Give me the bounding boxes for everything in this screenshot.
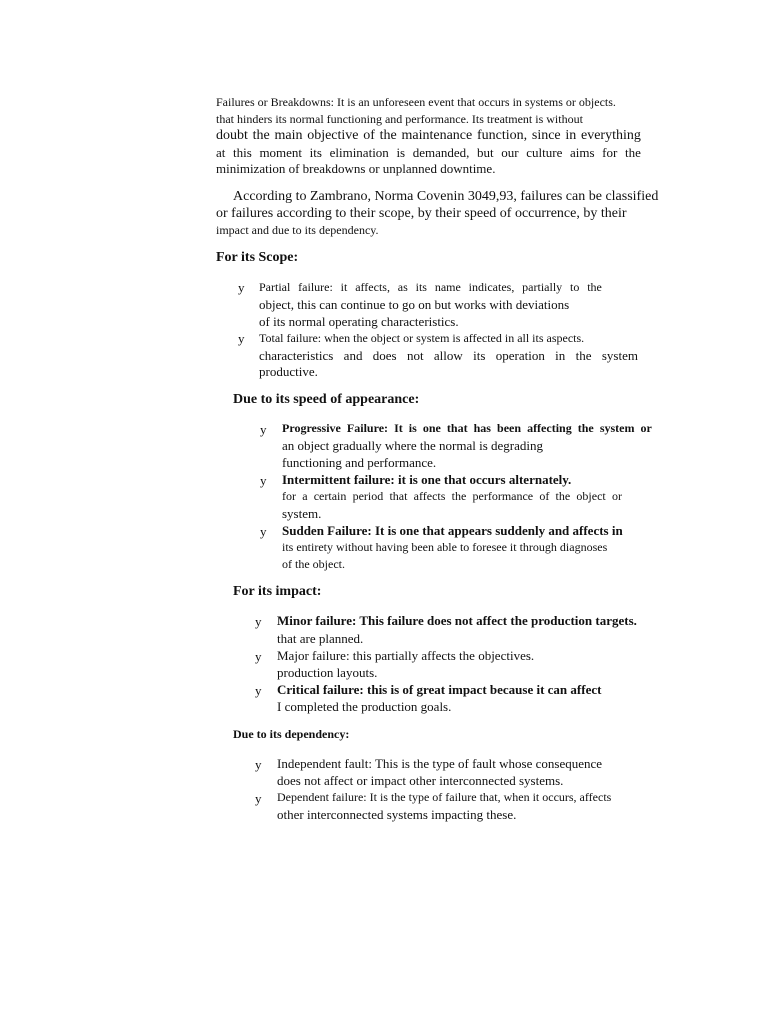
word: the <box>575 348 592 363</box>
word: the <box>624 145 641 160</box>
word: the <box>379 128 397 143</box>
speed-item-3-line-1: Sudden Failure: It is one that appears suddenly and affects in <box>282 523 623 538</box>
word: maintenance <box>401 128 473 143</box>
word: name <box>434 280 461 294</box>
word: doubt <box>216 128 248 143</box>
word: in <box>555 348 566 363</box>
bullet-icon: y <box>255 614 262 629</box>
word: culture <box>526 145 563 160</box>
word: elimination <box>329 145 389 160</box>
speed-item-1-line-1 <box>282 422 652 434</box>
word: Progressive <box>282 421 341 435</box>
word: operation <box>495 348 545 363</box>
word: the <box>451 489 467 503</box>
bullet-icon: y <box>238 331 245 346</box>
word: its <box>473 348 486 363</box>
word: to <box>570 280 580 294</box>
bullet-icon: y <box>255 757 262 772</box>
word: Failure: <box>346 421 389 435</box>
impact-item-2-line-2: production layouts. <box>277 665 378 680</box>
word: not <box>406 348 424 363</box>
word: system <box>599 421 635 435</box>
impact-item-3-line-2: I completed the production goals. <box>277 699 452 714</box>
word: the <box>577 421 594 435</box>
word: aims <box>569 145 595 160</box>
word: main <box>274 128 303 143</box>
word: one <box>422 421 441 435</box>
word: the <box>555 489 571 503</box>
word: or <box>611 489 622 503</box>
dependency-item-2-line-1: Dependent failure: It is the type of failure that, when it occurs, affects <box>277 790 612 804</box>
speed-item-1-line-3: functioning and performance. <box>282 455 437 470</box>
word: its <box>415 280 427 294</box>
dependency-item-1-line-1: Independent fault: This is the type of fault whose consequence <box>277 756 603 771</box>
intro-line-1: Failures or Breakdowns: It is an unforeseen event that occurs in systems or objects. <box>216 95 616 109</box>
word: everything <box>581 128 641 143</box>
word: for <box>602 145 618 160</box>
word: affects, <box>355 280 390 294</box>
scope-heading: For its Scope: <box>216 250 299 265</box>
intro-line-4 <box>216 146 641 159</box>
word: the <box>587 280 602 294</box>
word: system <box>601 348 638 363</box>
word: in <box>565 128 577 143</box>
classification-line-2: or failures according to their scope, by their speed of occurrence, by their <box>216 206 627 221</box>
dependency-item-1-line-2: does not affect or impact other interconnected systems. <box>277 773 564 788</box>
bullet-icon: y <box>260 473 267 488</box>
word: It <box>394 421 403 435</box>
word: indicates, <box>468 280 515 294</box>
dependency-heading: Due to its dependency: <box>233 727 350 741</box>
speed-item-3-line-3: of the object. <box>282 557 345 571</box>
word: characteristics <box>259 348 334 363</box>
word: a <box>302 489 308 503</box>
word: affects <box>413 489 446 503</box>
word: Partial <box>259 280 291 294</box>
word: period <box>352 489 384 503</box>
word: failure: <box>298 280 333 294</box>
classification-line-3: impact and due to its dependency. <box>216 223 379 237</box>
scope-item-2-line-1: Total failure: when the object or system is affected in all its aspects. <box>259 331 585 345</box>
word: or <box>640 421 652 435</box>
word: and <box>343 348 363 363</box>
word: its <box>309 145 322 160</box>
word: our <box>501 145 519 160</box>
intro-line-5: minimization of breakdowns or unplanned downtime. <box>216 161 496 176</box>
dependency-item-2-line-2: other interconnected systems impacting these. <box>277 807 517 822</box>
word: does <box>372 348 397 363</box>
word: it <box>340 280 348 294</box>
word: moment <box>259 145 303 160</box>
word: allow <box>433 348 463 363</box>
speed-heading: Due to its speed of appearance: <box>233 392 420 407</box>
word: has <box>473 421 491 435</box>
speed-item-3-line-2: its entirety without having been able to foresee it through diagnoses <box>282 540 608 554</box>
word: this <box>233 145 252 160</box>
scope-item-1-line-2: object, this can continue to go on but works with deviations <box>259 297 570 312</box>
word: objective <box>307 128 359 143</box>
scope-item-1-line-3: of its normal operating characteristics. <box>259 314 459 329</box>
word: partially <box>522 280 563 294</box>
word: demanded, <box>412 145 470 160</box>
word: as <box>397 280 408 294</box>
word: at <box>216 145 226 160</box>
word: but <box>477 145 494 160</box>
impact-item-3-line-1: Critical failure: this is of great impact because it can affect <box>277 682 602 697</box>
word: that <box>389 489 408 503</box>
speed-item-2-line-2 <box>282 490 622 502</box>
impact-item-1-line-2: that are planned. <box>277 631 364 646</box>
word: is <box>408 421 417 435</box>
word: been <box>497 421 522 435</box>
intro-line-2: that hinders its normal functioning and performance. Its treatment is without <box>216 112 583 126</box>
speed-item-1-line-2: an object gradually where the normal is degrading <box>282 438 543 453</box>
word: certain <box>313 489 347 503</box>
scope-item-1-line-1 <box>259 281 602 293</box>
impact-item-2-line-1: Major failure: this partially affects the objectives. <box>277 648 535 663</box>
bullet-icon: y <box>238 280 245 295</box>
word: that <box>446 421 468 435</box>
word: object <box>576 489 606 503</box>
word: of <box>363 128 375 143</box>
scope-item-2-line-3: productive. <box>259 364 318 379</box>
word: of <box>539 489 550 503</box>
bullet-icon: y <box>255 649 262 664</box>
bullet-icon: y <box>255 791 262 806</box>
classification-line-1: According to Zambrano, Norma Covenin 3049,93, failures can be classified <box>233 189 659 204</box>
word: is <box>396 145 406 160</box>
word: function, <box>476 128 528 143</box>
bullet-icon: y <box>255 683 262 698</box>
word: since <box>531 128 561 143</box>
word: the <box>252 128 270 143</box>
scope-item-2-line-2 <box>259 349 638 362</box>
impact-item-1-line-1: Minor failure: This failure does not affect the production targets. <box>277 613 637 628</box>
word: performance <box>472 489 534 503</box>
word: affecting <box>527 421 572 435</box>
bullet-icon: y <box>260 422 267 437</box>
bullet-icon: y <box>260 524 267 539</box>
speed-item-2-line-3: system. <box>282 506 322 521</box>
impact-heading: For its impact: <box>233 584 322 599</box>
intro-line-3 <box>216 129 641 143</box>
speed-item-2-line-1: Intermittent failure: it is one that occurs alternately. <box>282 472 572 487</box>
word: for <box>282 489 296 503</box>
